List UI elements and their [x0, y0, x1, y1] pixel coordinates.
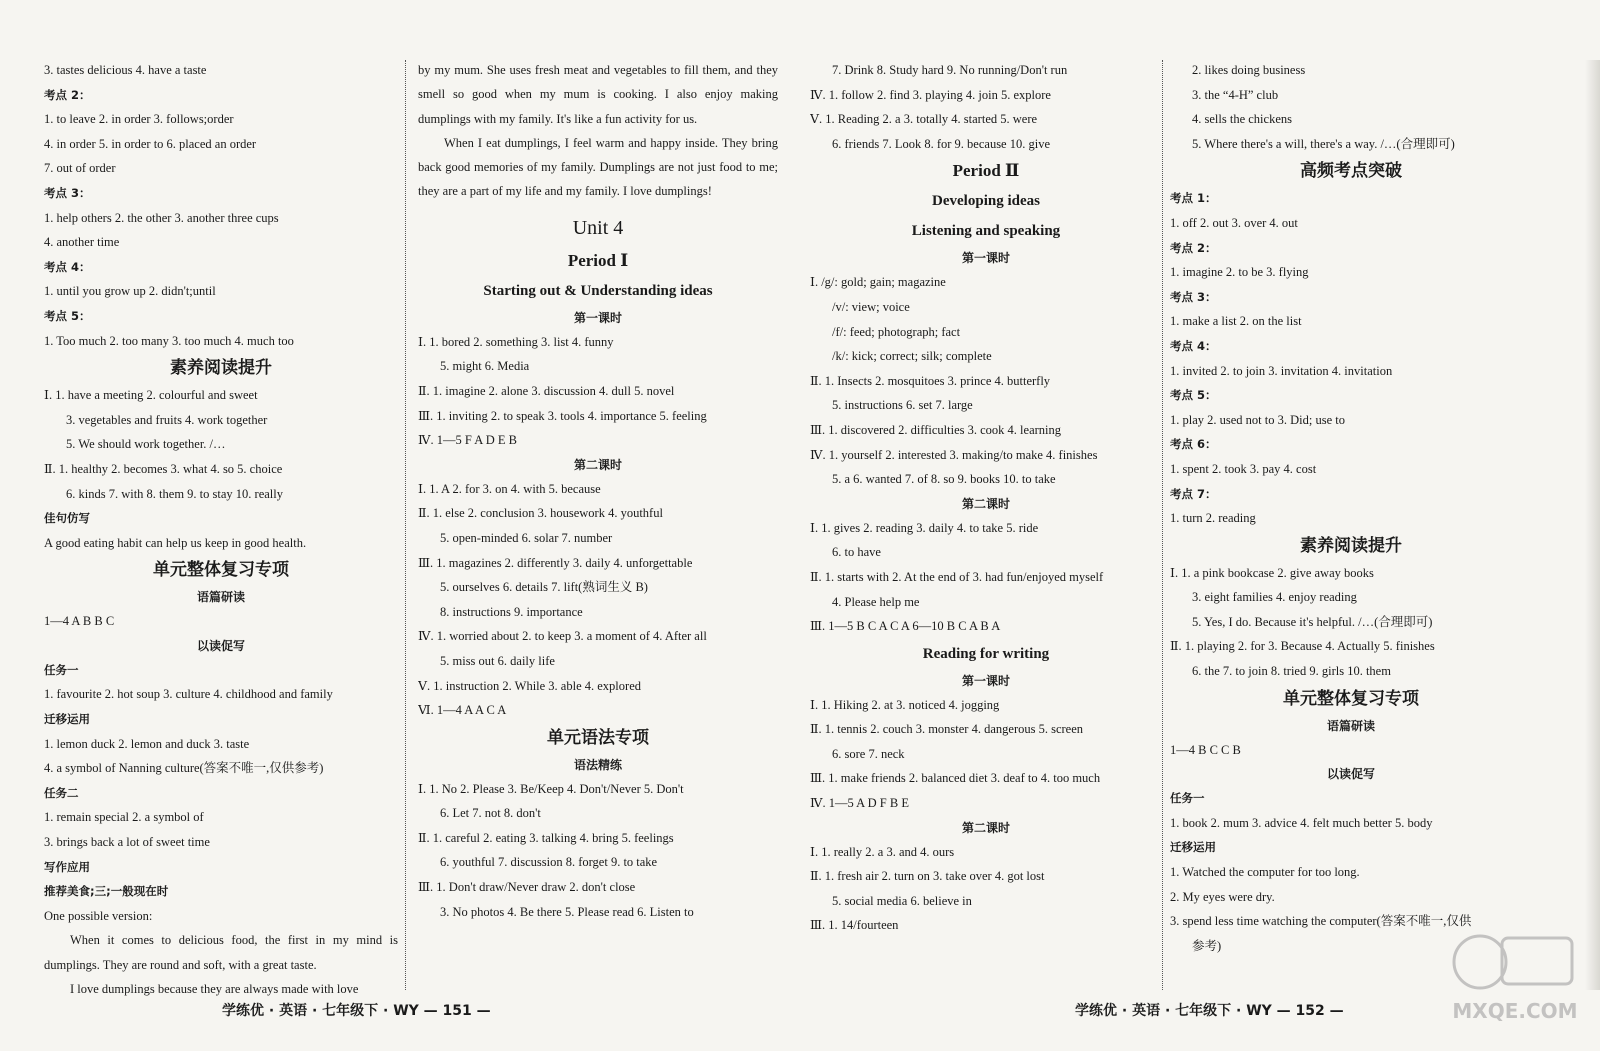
answer-line: 5. ourselves 6. details 7. lift(熟词生义 B): [440, 580, 648, 595]
answer-line: Ⅰ. 1. a pink bookcase 2. give away books: [1170, 565, 1374, 580]
answer-line: Ⅰ. 1. have a meeting 2. colourful and sweet: [44, 388, 258, 403]
section-heading: Unit 4: [572, 216, 624, 239]
answer-line: 考点 3：: [44, 185, 91, 200]
page-edge-shadow: [1585, 60, 1600, 990]
answer-line: Ⅴ. 1. instruction 2. While 3. able 4. explored: [418, 678, 641, 693]
answer-line: 1. off 2. out 3. over 4. out: [1170, 215, 1298, 230]
answer-line: 3. No photos 4. Be there 5. Please read 6. Listen to: [440, 904, 694, 919]
answer-line: Ⅱ. 1. playing 2. for 3. Because 4. Actually 5. finishes: [1170, 639, 1435, 654]
answer-line: Ⅱ. 1. Insects 2. mosquitoes 3. prince 4. butterfly: [810, 373, 1051, 388]
answer-line: Ⅲ. 1. make friends 2. balanced diet 3. deaf to 4. too much: [810, 771, 1101, 786]
answer-line: 6. sore 7. neck: [832, 746, 905, 761]
answer-line: 2. My eyes were dry.: [1170, 889, 1275, 904]
answer-line: 1. turn 2. reading: [1170, 511, 1256, 526]
answer-line: 考点 5：: [1170, 388, 1217, 403]
section-heading: 第二课时: [961, 496, 1010, 511]
section-heading: 高频考点突破: [1300, 161, 1402, 182]
answer-line: 迁移运用: [1170, 840, 1216, 855]
column-3: [810, 58, 1162, 1008]
column-divider: [1162, 60, 1163, 990]
answer-line: 5. Yes, I do. Because it's helpful. /…(合理即可): [1192, 614, 1433, 629]
answer-line: 1. until you grow up 2. didn't;until: [44, 284, 216, 299]
answer-line: 5. might 6. Media: [440, 359, 530, 374]
answer-line: Ⅲ. 1. inviting 2. to speak 3. tools 4. importance 5. feeling: [418, 408, 707, 423]
answer-line: 1. imagine 2. to be 3. flying: [1170, 265, 1309, 280]
answer-line: Ⅰ. 1. gives 2. reading 3. daily 4. to take 5. ride: [810, 520, 1039, 535]
answer-line: 任务一: [1170, 791, 1205, 806]
answer-line: Ⅳ. 1. follow 2. find 3. playing 4. join 5. explore: [810, 87, 1051, 102]
answer-line: 5. instructions 6. set 7. large: [832, 398, 973, 413]
answer-line: 4. Please help me: [832, 594, 920, 609]
answer-line: Ⅲ. 1. magazines 2. differently 3. daily 4. unforgettable: [418, 555, 693, 570]
answer-line: 3. spend less time watching the computer(答案不唯一,仅供: [1170, 914, 1472, 929]
section-heading: 单元整体复习专项: [1283, 688, 1419, 709]
column-4: [1170, 58, 1532, 1008]
section-heading: Developing ideas: [932, 193, 1040, 210]
answer-line: 1. play 2. used not to 3. Did; use to: [1170, 412, 1345, 427]
answer-line: 2. likes doing business: [1192, 63, 1306, 77]
answer-line: Ⅱ. 1. careful 2. eating 3. talking 4. bring 5. feelings: [418, 830, 674, 845]
answer-line: 3. brings back a lot of sweet time: [44, 835, 210, 850]
answer-line: Ⅲ. 1. 14/fourteen: [810, 918, 899, 933]
answer-line: Ⅰ. 1. really 2. a 3. and 4. ours: [810, 844, 955, 859]
answer-line: Ⅲ. 1. Don't draw/Never draw 2. don't close: [418, 880, 636, 895]
section-heading: Period Ⅰ: [567, 250, 629, 270]
answer-line: One possible version:: [44, 908, 153, 923]
answer-line: 任务一: [44, 662, 79, 677]
answer-line: Ⅱ. 1. tennis 2. couch 3. monster 4. dangerous 5. screen: [810, 722, 1084, 737]
answer-line: 1. Watched the computer for too long.: [1170, 865, 1360, 880]
answer-line: 4. another time: [44, 235, 120, 250]
section-heading: 第一课时: [961, 251, 1010, 266]
answer-line: 1. lemon duck 2. lemon and duck 3. taste: [44, 736, 250, 751]
answer-line: 3. eight families 4. enjoy reading: [1192, 590, 1357, 605]
essay-paragraph: When it comes to delicious food, the first in my mind is dumplings. They are round and soft, with a great taste.: [44, 933, 398, 972]
page-footer-right: 学练优 · 英语 · 七年级下 · WY — 152 —: [1075, 1003, 1344, 1019]
answer-line: 考点 5：: [44, 308, 91, 323]
section-heading: 素养阅读提升: [1300, 535, 1402, 556]
answer-line: Ⅰ. 1. A 2. for 3. on 4. with 5. because: [418, 481, 601, 496]
answer-line: Ⅲ. 1—5 B C A C A 6—10 B C A B A: [810, 619, 1001, 634]
answer-line: 佳句仿写: [44, 511, 90, 526]
answer-line: 3. tastes delicious 4. have a taste: [44, 63, 207, 77]
answer-line: Ⅱ. 1. fresh air 2. turn on 3. take over 4. got lost: [810, 869, 1045, 884]
answer-line: 6. kinds 7. with 8. them 9. to stay 10. really: [66, 486, 283, 501]
answer-line: Ⅲ. 1. discovered 2. difficulties 3. cook 4. learning: [810, 422, 1062, 437]
section-heading: Period Ⅱ: [952, 161, 1020, 181]
answer-line: 4. a symbol of Nanning culture(答案不唯一,仅供参考): [44, 761, 324, 776]
section-heading: 语篇研读: [196, 590, 245, 605]
section-heading: 素养阅读提升: [170, 358, 272, 379]
answer-line: Ⅰ. 1. No 2. Please 3. Be/Keep 4. Don't/Never 5. Don't: [418, 781, 684, 796]
answer-line: 5. a 6. wanted 7. of 8. so 9. books 10. to take: [832, 472, 1056, 487]
answer-line: Ⅱ. 1. else 2. conclusion 3. housework 4. youthful: [418, 506, 663, 521]
answer-line: 5. open-minded 6. solar 7. number: [440, 530, 613, 545]
answer-line: Ⅰ. /g/: gold; gain; magazine: [810, 275, 946, 290]
watermark-text: MXQE.COM: [1452, 999, 1578, 1023]
essay-paragraph: When I eat dumplings, I feel warm and happy inside. They bring back good memories of my family. Dumplings are not just food to me; they are a part of my life and my family. I love dumplings!: [418, 135, 778, 199]
answer-line: 3. the “4-H” club: [1192, 87, 1279, 102]
answer-line: 迁移运用: [44, 712, 90, 727]
answer-line: 5. social media 6. believe in: [832, 893, 972, 908]
answer-line: 考点 4：: [1170, 338, 1217, 353]
answer-line: 1. help others 2. the other 3. another three cups: [44, 210, 279, 225]
answer-line: 4. sells the chickens: [1192, 112, 1292, 127]
answer-line: 1. spent 2. took 3. pay 4. cost: [1170, 461, 1317, 476]
answer-line: Ⅰ. 1. bored 2. something 3. list 4. funny: [418, 334, 614, 349]
answer-line: 考点 2：: [1170, 240, 1217, 255]
answer-line: 1. to leave 2. in order 3. follows;order: [44, 112, 234, 127]
answer-line: 考点 1：: [1170, 191, 1217, 206]
answer-line: 考点 3：: [1170, 289, 1217, 304]
answer-line: Ⅱ. 1. healthy 2. becomes 3. what 4. so 5. choice: [44, 461, 283, 476]
answer-line: 任务二: [44, 785, 79, 800]
answer-line: Ⅵ. 1—4 A A C A: [418, 703, 507, 718]
page-footer-left: 学练优 · 英语 · 七年级下 · WY — 151 —: [222, 1003, 491, 1019]
answer-line: 1. remain special 2. a symbol of: [44, 810, 204, 825]
answer-line: Ⅳ. 1. worried about 2. to keep 3. a moment of 4. After all: [418, 629, 707, 644]
answer-line: 写作应用: [44, 859, 90, 874]
section-heading: Listening and speaking: [911, 223, 1061, 240]
answer-line: 参考): [1192, 938, 1222, 953]
section-heading: 语篇研读: [1326, 718, 1375, 733]
answer-line: 5. miss out 6. daily life: [440, 653, 555, 668]
answer-line: Ⅳ. 1. yourself 2. interested 3. making/to make 4. finishes: [810, 447, 1098, 462]
section-heading: 语法精练: [573, 757, 622, 772]
answer-line: 6. friends 7. Look 8. for 9. because 10. give: [832, 136, 1050, 151]
answer-line: Ⅳ. 1—5 F A D E B: [418, 433, 517, 448]
column-divider: [405, 60, 406, 990]
section-heading: 第二课时: [573, 457, 622, 472]
essay-paragraph: by my mum. She uses fresh meat and vegetables to fill them, and they smell so good when my mum is cooking. I also enjoy making dumplings with my family. It's like a fun activity for us.: [418, 63, 778, 126]
essay-paragraph: I love dumplings because they are always made with love: [70, 982, 359, 996]
answer-line: 1. book 2. mum 3. advice 4. felt much better 5. body: [1170, 815, 1433, 830]
answer-line: 7. Drink 8. Study hard 9. No running/Don't run: [832, 63, 1068, 77]
answer-line: Ⅳ. 1—5 A D F B E: [810, 796, 909, 811]
section-heading: 单元整体复习专项: [153, 560, 289, 581]
answer-line: 1. Too much 2. too many 3. too much 4. much too: [44, 333, 294, 348]
answer-line: 6. the 7. to join 8. tried 9. girls 10. them: [1192, 664, 1391, 679]
answer-line: /k/: kick; correct; silk; complete: [832, 349, 992, 364]
answer-line: 6. youthful 7. discussion 8. forget 9. to take: [440, 855, 658, 870]
answer-line: Ⅱ. 1. imagine 2. alone 3. discussion 4. dull 5. novel: [418, 383, 675, 398]
section-heading: Reading for writing: [922, 645, 1050, 662]
answer-line: /v/: view; voice: [832, 299, 910, 314]
answer-line: 6. to have: [832, 545, 881, 560]
answer-line: 4. in order 5. in order to 6. placed an order: [44, 136, 257, 151]
answer-line: 1. make a list 2. on the list: [1170, 314, 1302, 329]
answer-line: 1. favourite 2. hot soup 3. culture 4. childhood and family: [44, 687, 333, 702]
section-heading: 单元语法专项: [547, 727, 649, 748]
section-heading: 第一课时: [961, 673, 1010, 688]
answer-line: 8. instructions 9. importance: [440, 604, 583, 619]
column-2: [418, 58, 778, 1008]
answer-line: 1—4 A B B C: [44, 614, 115, 629]
answer-line: 考点 6：: [1170, 437, 1217, 452]
section-heading: 以读促写: [196, 638, 245, 653]
section-heading: 以读促写: [1326, 767, 1375, 782]
answer-line: 3. vegetables and fruits 4. work together: [66, 412, 268, 427]
section-heading: 第一课时: [573, 310, 622, 325]
column-1: [44, 58, 398, 1008]
section-heading: Starting out & Understanding ideas: [483, 282, 713, 299]
answer-line: 7. out of order: [44, 161, 116, 176]
answer-line: 1. invited 2. to join 3. invitation 4. invitation: [1170, 363, 1393, 378]
answer-line: 考点 4：: [44, 259, 91, 274]
answer-line: 推荐美食;三;一般现在时: [44, 884, 169, 899]
answer-line: 考点 7：: [1170, 486, 1217, 501]
answer-line: /f/: feed; photograph; fact: [832, 324, 961, 339]
answer-line: 5. We should work together. /…: [66, 437, 226, 452]
answer-line: 1—4 B C C B: [1170, 742, 1241, 757]
section-heading: 第二课时: [961, 820, 1010, 835]
watermark-logo: [1440, 920, 1590, 1030]
answer-line: Ⅴ. 1. Reading 2. a 3. totally 4. started 5. were: [810, 112, 1038, 127]
answer-line: 5. Where there's a will, there's a way. /…(合理即可): [1192, 136, 1455, 151]
answer-line: 6. Let 7. not 8. don't: [440, 806, 541, 821]
answer-line: A good eating habit can help us keep in good health.: [44, 535, 307, 550]
answer-line: Ⅰ. 1. Hiking 2. at 3. noticed 4. jogging: [810, 697, 1000, 712]
answer-line: 考点 2：: [44, 87, 91, 102]
answer-line: Ⅱ. 1. starts with 2. At the end of 3. had fun/enjoyed myself: [810, 569, 1104, 584]
